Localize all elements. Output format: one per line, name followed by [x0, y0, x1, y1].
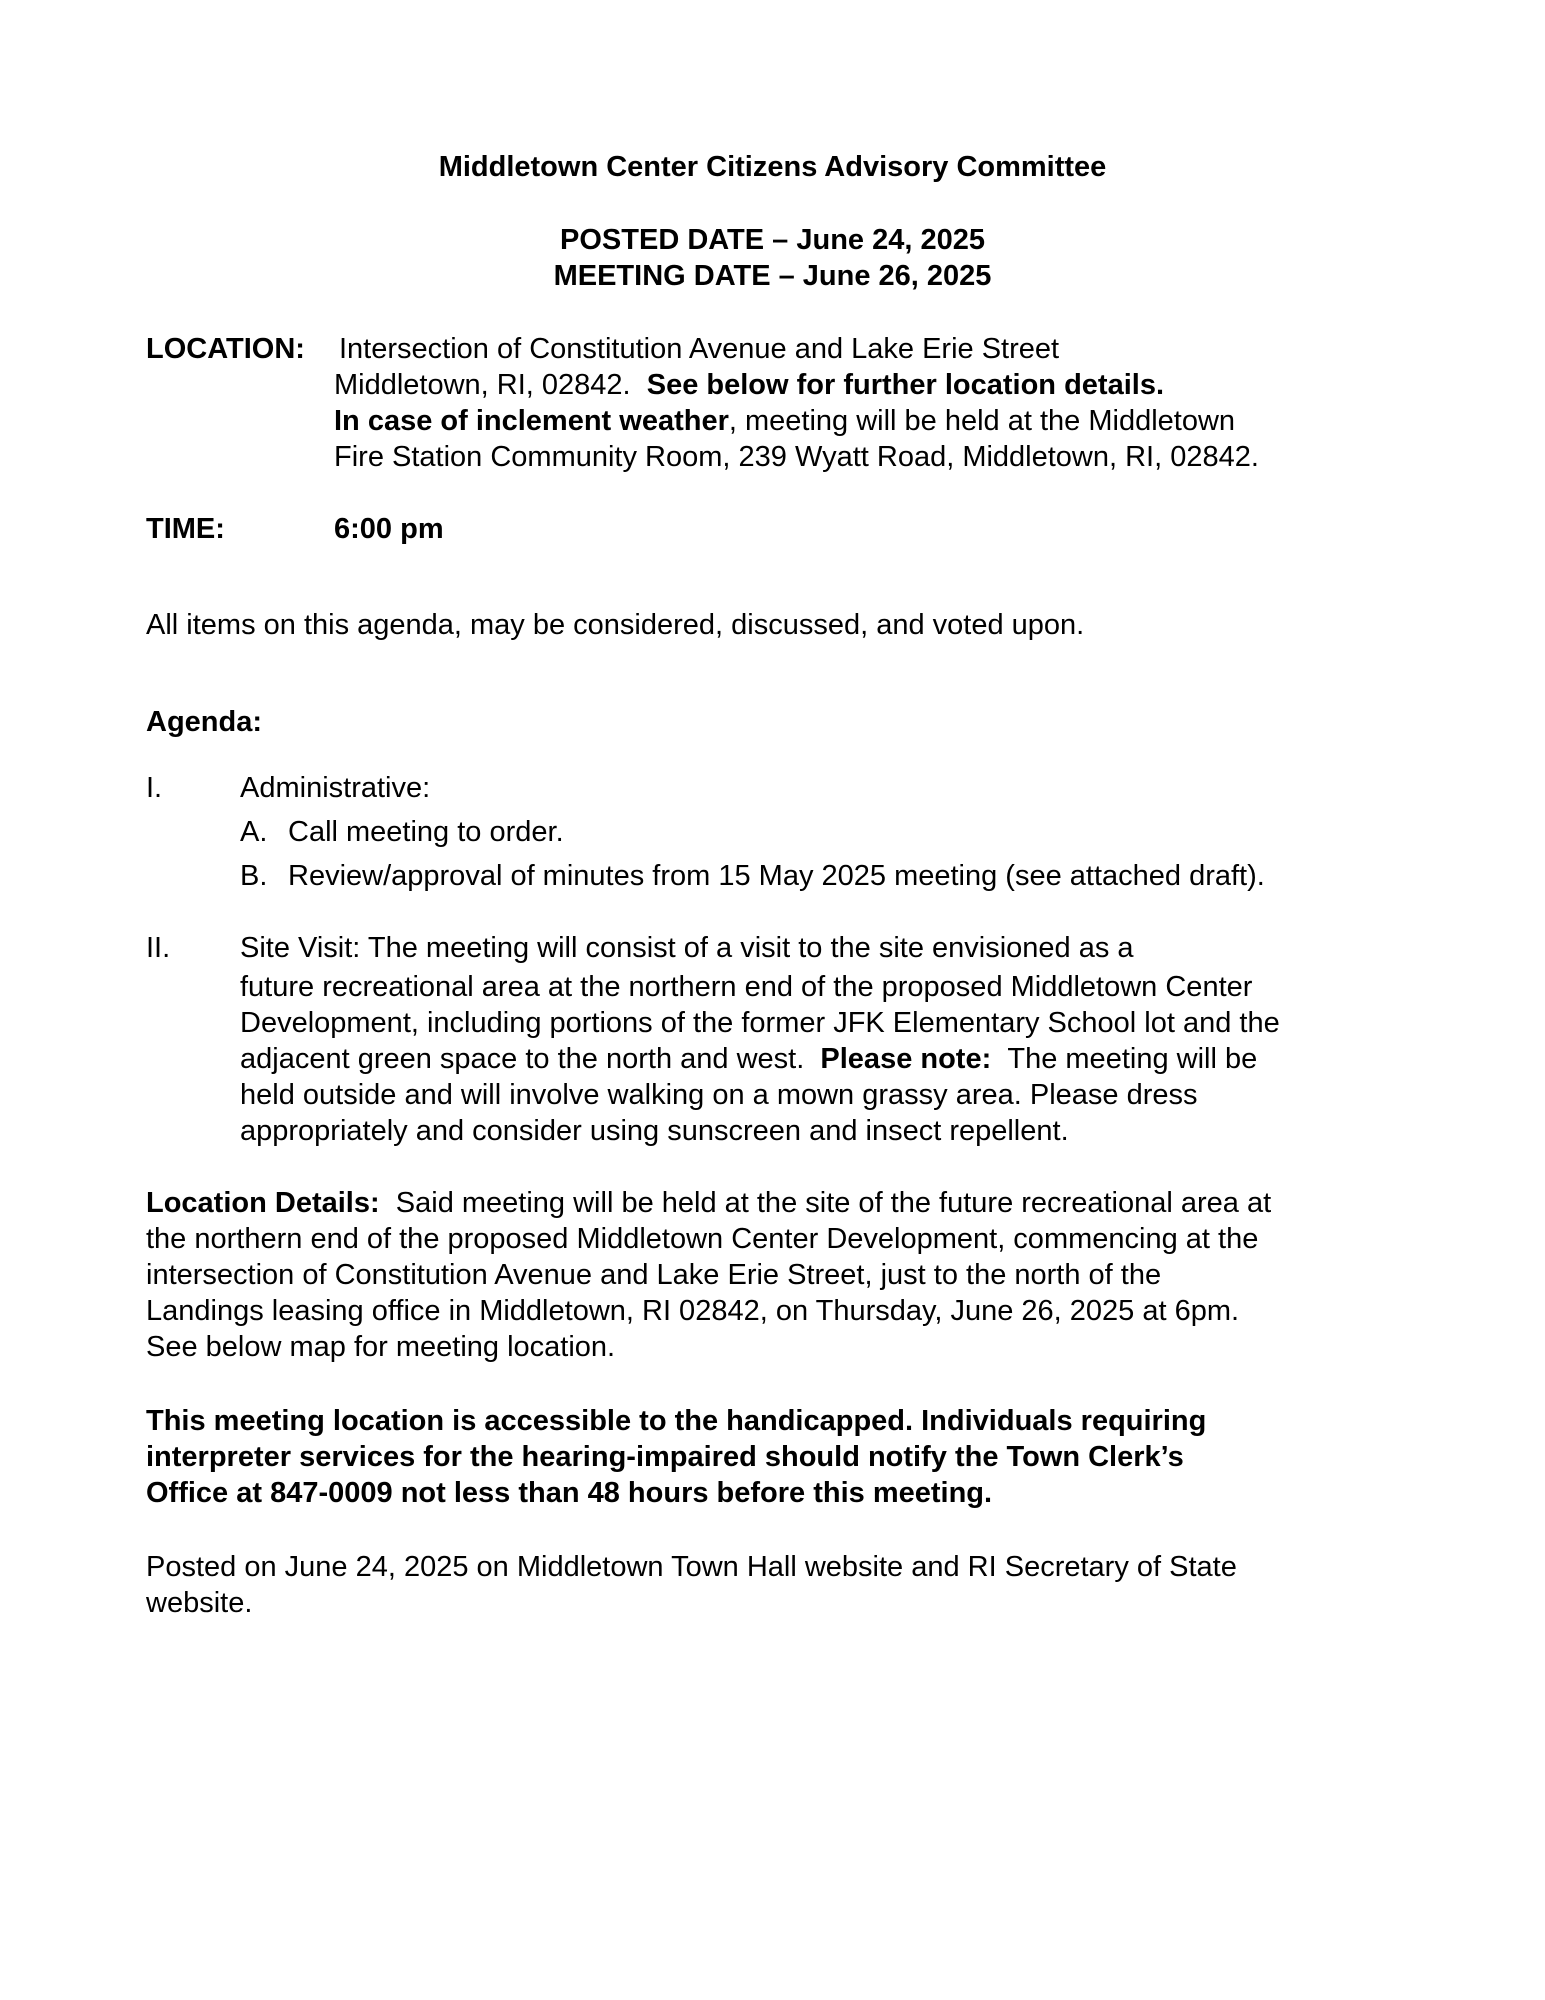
- time-label: TIME:: [146, 513, 225, 545]
- agenda-item-2-line-6: appropriately and consider using sunscreen and insect repellent.: [240, 1115, 1069, 1147]
- agenda-heading: Agenda:: [146, 706, 262, 738]
- location-details-line-4: Landings leasing office in Middletown, RI 02842, on Thursday, June 26, 2025 at 6pm.: [146, 1295, 1240, 1327]
- agenda-item-2-line-4: [240, 1041, 1257, 1077]
- location-line-3-bold: In case of inclement weather: [334, 405, 729, 437]
- agenda-item-1-numeral: I.: [146, 772, 163, 804]
- agenda-item-2-line-4-tail: The meeting will be: [1007, 1043, 1258, 1075]
- agenda-item-2-line-4-plain: adjacent green space to the north and west.: [240, 1043, 805, 1075]
- location-details-line-3: intersection of Constitution Avenue and Lake Erie Street, just to the north of the: [146, 1259, 1162, 1291]
- agenda-item-2-numeral: II.: [146, 932, 171, 964]
- time-value: 6:00 pm: [334, 513, 444, 545]
- accessibility-line-1: This meeting location is accessible to the handicapped. Individuals requiring: [146, 1405, 1207, 1437]
- location-details-line-2: the northern end of the proposed Middletown Center Development, commencing at the: [146, 1223, 1259, 1255]
- posted-date: POSTED DATE – June 24, 2025: [560, 224, 985, 256]
- agenda-item-1a-letter: A.: [240, 816, 268, 848]
- agenda-item-2-line-5: held outside and will involve walking on a mown grassy area. Please dress: [240, 1079, 1198, 1111]
- location-line-2-plain: Middletown, RI, 02842.: [334, 369, 631, 401]
- location-line-2: [334, 367, 1164, 403]
- agenda-item-1b-text: Review/approval of minutes from 15 May 2025 meeting (see attached draft).: [288, 860, 1265, 892]
- location-line-3-plain: , meeting will be held at the Middletown: [728, 405, 1236, 437]
- location-line-2-bold: See below for further location details.: [646, 369, 1165, 401]
- accessibility-line-2: interpreter services for the hearing-impaired should notify the Town Clerk’s: [146, 1441, 1184, 1473]
- agenda-notice: All items on this agenda, may be considered, discussed, and voted upon.: [146, 609, 1085, 641]
- location-details-line-1-text: Said meeting will be held at the site of the future recreational area at: [395, 1187, 1272, 1219]
- location-details-label: Location Details:: [146, 1187, 380, 1219]
- committee-title: Middletown Center Citizens Advisory Committee: [438, 151, 1107, 183]
- please-note-label: Please note:: [820, 1043, 992, 1075]
- agenda-item-2-line-2: future recreational area at the northern end of the proposed Middletown Center: [240, 971, 1253, 1003]
- posted-line-1: Posted on June 24, 2025 on Middletown Town Hall website and RI Secretary of State: [146, 1551, 1237, 1583]
- agenda-item-1a-text: Call meeting to order.: [288, 816, 564, 848]
- accessibility-line-3: Office at 847-0009 not less than 48 hours before this meeting.: [146, 1477, 993, 1509]
- location-details-line-1: [146, 1185, 1271, 1221]
- location-line-3: [334, 403, 1235, 439]
- location-details-line-5: See below map for meeting location.: [146, 1331, 616, 1363]
- agenda-item-2-line-3: Development, including portions of the former JFK Elementary School lot and the: [240, 1007, 1280, 1039]
- location-line-4: Fire Station Community Room, 239 Wyatt Road, Middletown, RI, 02842.: [334, 441, 1259, 473]
- posted-line-2: website.: [146, 1587, 253, 1619]
- location-line-1: Intersection of Constitution Avenue and Lake Erie Street: [339, 333, 1060, 365]
- location-label: LOCATION:: [146, 333, 305, 365]
- agenda-item-2-line-1: Site Visit: The meeting will consist of a visit to the site envisioned as a: [240, 932, 1134, 964]
- agenda-item-1-title: Administrative:: [240, 772, 431, 804]
- meeting-date: MEETING DATE – June 26, 2025: [553, 260, 992, 292]
- agenda-item-1b-letter: B.: [240, 860, 268, 892]
